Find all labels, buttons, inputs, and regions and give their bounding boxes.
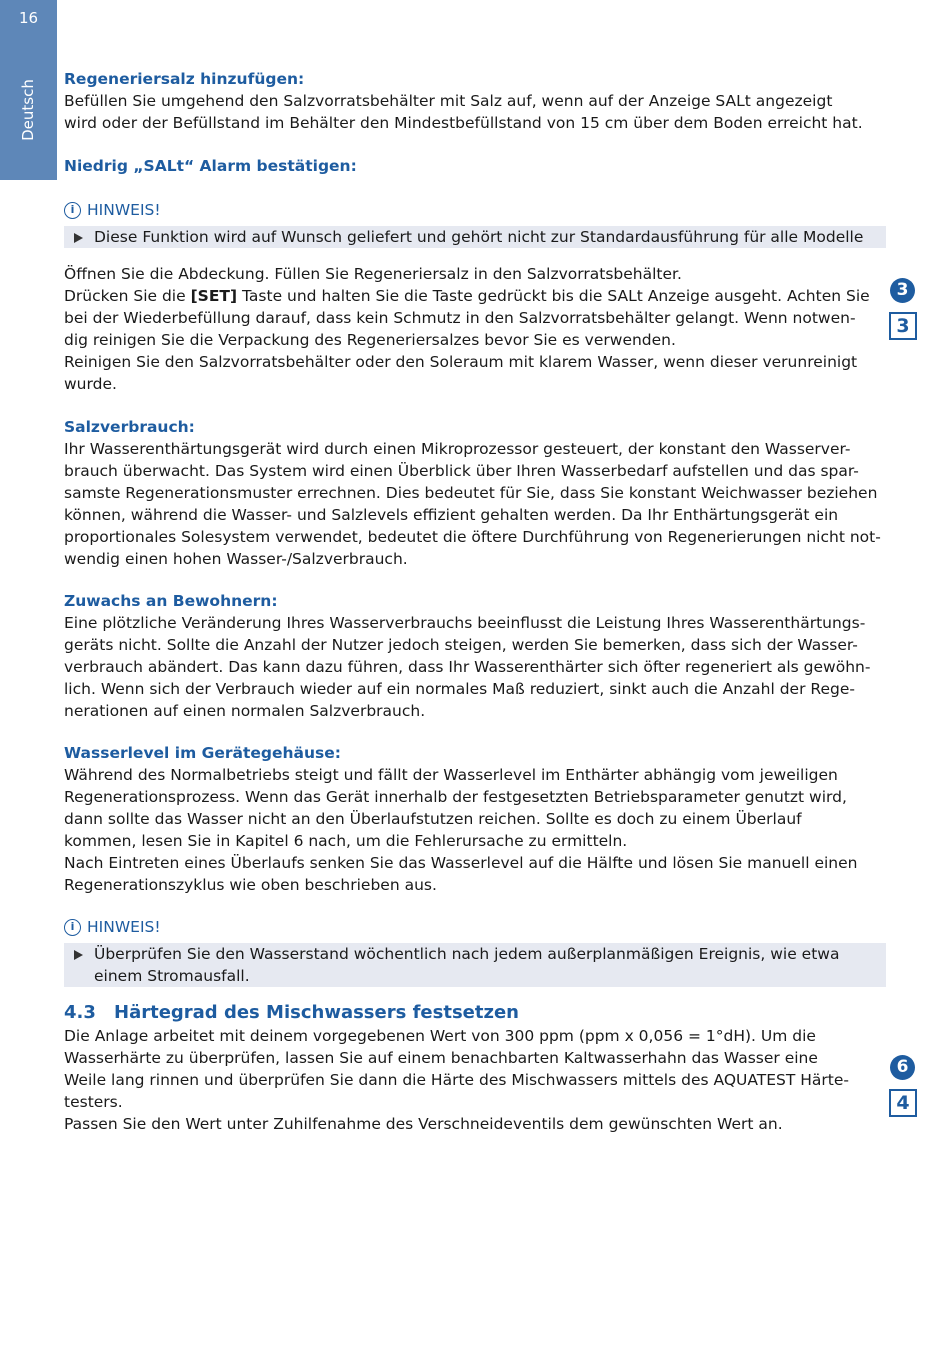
paragraph-hardness bbox=[64, 1025, 886, 1135]
text-line: wird oder der Befüllstand im Behälter den Mindestbefüllstand von 15 cm über dem Boden erreicht hat. bbox=[64, 114, 863, 132]
text-line: Während des Normalbetriebs steigt und fällt der Wasserlevel im Enthärter abhängig vom jeweiligen bbox=[64, 766, 838, 784]
note-text: Überprüfen Sie den Wasserstand wöchentlich nach jedem außerplanmäßigen Ereignis, wie etwa bbox=[94, 945, 840, 963]
text-line: testers. bbox=[64, 1093, 123, 1111]
text-line: Regenerationszyklus wie oben beschrieben aus. bbox=[64, 876, 437, 894]
figure-ref-square: 3 bbox=[889, 312, 917, 340]
text-line: dann sollte das Wasser nicht an den Überlaufstutzen reichen. Sollte es doch zu einem Überlauf bbox=[64, 810, 802, 828]
figure-ref-square: 4 bbox=[889, 1089, 917, 1117]
text-line: lich. Wenn sich der Verbrauch wieder auf ein normales Maß reduziert, sinkt auch die Anzahl der Rege- bbox=[64, 680, 855, 698]
text-line: brauch überwacht. Das System wird einen Überblick über Ihren Wasserbedarf aufstellen und das spar- bbox=[64, 462, 859, 480]
text-line: dig reinigen Sie die Verpackung des Regeneriersalzes bevor Sie es verwenden. bbox=[64, 331, 676, 349]
heading-consumption: Salzverbrauch: bbox=[64, 418, 195, 436]
set-key-label: [SET] bbox=[190, 287, 238, 305]
text-line: Reinigen Sie den Salzvorratsbehälter oder den Soleraum mit klarem Wasser, wenn dieser verunreinigt bbox=[64, 353, 858, 371]
text-line: proportionales Solesystem verwendet, bedeutet die öftere Durchführung von Regenerierungen nicht not- bbox=[64, 528, 881, 546]
text-line: Weile lang rinnen und überprüfen Sie dann die Härte des Mischwassers mittels des AQUATEST Härte- bbox=[64, 1071, 849, 1089]
text-line: Passen Sie den Wert unter Zuhilfenahme des Verschneideventils dem gewünschten Wert an. bbox=[64, 1115, 783, 1133]
language-tab bbox=[0, 0, 57, 180]
language-label: Deutsch bbox=[19, 79, 37, 141]
text-line: Öffnen Sie die Abdeckung. Füllen Sie Regeneriersalz in den Salzvorratsbehälter. bbox=[64, 265, 682, 283]
hint-heading bbox=[64, 916, 161, 938]
info-icon: i bbox=[64, 202, 81, 219]
paragraph-residents bbox=[64, 612, 886, 722]
note-box bbox=[64, 226, 886, 248]
text-line: geräts nicht. Sollte die Anzahl der Nutzer jedoch steigen, werden Sie bemerken, dass sich der Wasser- bbox=[64, 636, 858, 654]
section-heading: Härtegrad des Mischwassers festsetzen bbox=[114, 1002, 519, 1023]
paragraph-water-level bbox=[64, 764, 886, 896]
hint-heading bbox=[64, 199, 161, 221]
section-title bbox=[64, 1002, 519, 1024]
arrow-right-icon bbox=[74, 950, 83, 960]
text-line: Wasserhärte zu überprüfen, lassen Sie auf einem benachbarten Kaltwasserhahn das Wasser eine bbox=[64, 1049, 818, 1067]
paragraph-salt-add bbox=[64, 90, 886, 134]
hint-label: HINWEIS! bbox=[87, 201, 161, 219]
paragraph-alarm bbox=[64, 263, 886, 395]
text-line: Befüllen Sie umgehend den Salzvorratsbehälter mit Salz auf, wenn auf der Anzeige SALt angezeigt bbox=[64, 92, 833, 110]
heading-salt-alarm: Niedrig „SALt“ Alarm bestätigen: bbox=[64, 157, 357, 175]
text-line: verbrauch abändert. Das kann dazu führen, dass Ihr Wasserenthärter sich öfter regeneriert als gewöhn- bbox=[64, 658, 871, 676]
figure-ref-circle: 3 bbox=[890, 278, 915, 303]
text-line: nerationen auf einen normalen Salzverbrauch. bbox=[64, 702, 426, 720]
text-line: wendig einen hohen Wasser-/Salzverbrauch. bbox=[64, 550, 408, 568]
note-text: einem Stromausfall. bbox=[94, 967, 250, 985]
text-line: Nach Eintreten eines Überlaufs senken Sie das Wasserlevel auf die Hälfte und lösen Sie manuell einen bbox=[64, 854, 858, 872]
text-line: bei der Wiederbefüllung darauf, dass kein Schmutz in den Salzvorratsbehälter gelangt. Wenn notwen- bbox=[64, 309, 856, 327]
text-line: samste Regenerationsmuster errechnen. Dies bedeutet für Sie, dass Sie konstant Weichwasser beziehen bbox=[64, 484, 878, 502]
heading-water-level: Wasserlevel im Gerätegehäuse: bbox=[64, 744, 341, 762]
text-line: wurde. bbox=[64, 375, 117, 393]
hint-label: HINWEIS! bbox=[87, 918, 161, 936]
heading-salt-add: Regeneriersalz hinzufügen: bbox=[64, 70, 305, 88]
text-line: Die Anlage arbeitet mit deinem vorgegebenen Wert von 300 ppm (ppm x 0,056 = 1°dH). Um die bbox=[64, 1027, 816, 1045]
paragraph-consumption bbox=[64, 438, 886, 570]
section-number: 4.3 bbox=[64, 1002, 96, 1023]
text-line: Eine plötzliche Veränderung Ihres Wasserverbrauchs beeinflusst die Leistung Ihres Wasserenthärtungs- bbox=[64, 614, 866, 632]
note-box bbox=[64, 943, 886, 987]
info-icon: i bbox=[64, 919, 81, 936]
text-line: kommen, lesen Sie in Kapitel 6 nach, um die Fehlerursache zu ermitteln. bbox=[64, 832, 628, 850]
text-line: Ihr Wasserenthärtungsgerät wird durch einen Mikroprozessor gesteuert, der konstant den Wasserver- bbox=[64, 440, 851, 458]
text-line: können, während die Wasser- und Salzlevels effizient gehalten werden. Da Ihr Enthärtungsgerät ein bbox=[64, 506, 839, 524]
heading-residents: Zuwachs an Bewohnern: bbox=[64, 592, 278, 610]
figure-ref-circle: 6 bbox=[890, 1055, 915, 1080]
arrow-right-icon bbox=[74, 233, 83, 243]
text-line: Regenerationsprozess. Wenn das Gerät innerhalb der festgesetzten Betriebsparameter genutzt wird, bbox=[64, 788, 847, 806]
page-number: 16 bbox=[18, 9, 39, 27]
note-text: Diese Funktion wird auf Wunsch geliefert und gehört nicht zur Standardausführung für alle Modelle bbox=[94, 228, 864, 246]
text-line: Drücken Sie die [SET] Taste und halten Sie die Taste gedrückt bis die SALt Anzeige ausgeht. Achten Sie bbox=[64, 287, 870, 305]
